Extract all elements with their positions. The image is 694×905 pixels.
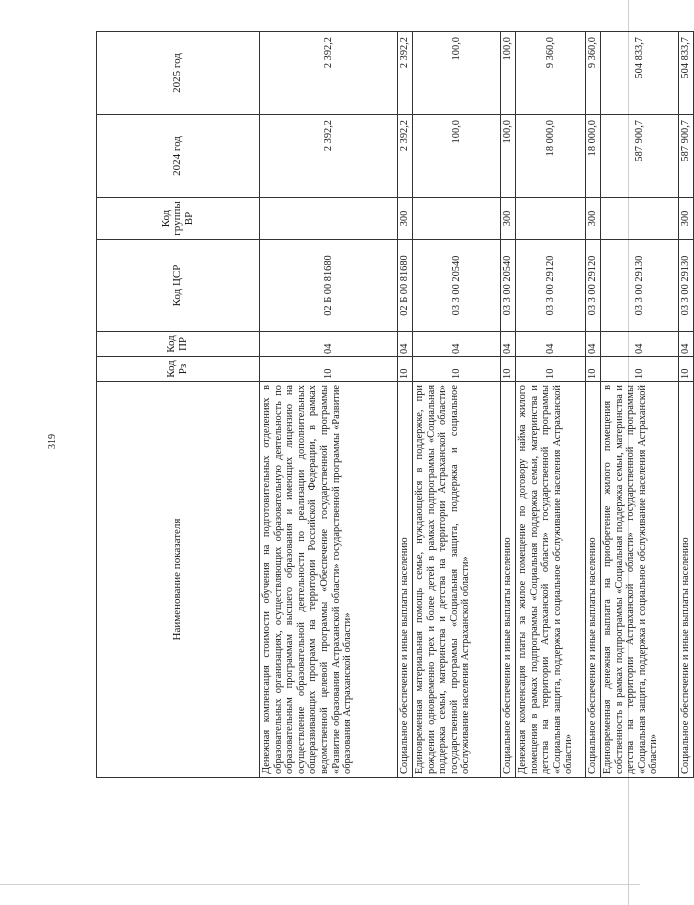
cell-y2025: 9 360,0 [586,32,601,115]
cell-vr: 300 [398,198,413,240]
cell-pr: 04 [516,332,586,357]
cell-rz: 10 [398,357,413,382]
cell-pr: 04 [413,332,501,357]
cell-vr [260,198,398,240]
cell-vr: 300 [679,198,694,240]
cell-rz: 10 [516,357,586,382]
header-row [97,32,260,778]
cell-csr: 02 Б 00 81680 [398,240,413,332]
cell-y2024: 18 000,0 [516,115,586,198]
bottom-line [0,884,640,885]
budget-table [96,31,694,778]
cell-y2025: 2 392,2 [260,32,398,115]
header-2025: 2025 год [97,32,260,115]
cell-vr [413,198,501,240]
table-row [501,32,516,778]
header-csr: Код ЦСР [97,240,260,332]
cell-name: Денежная компенсация платы за жилое помещение по договору найма жилого помещения в рамках подпрограммы «Социальная поддержка семьи, материнства и детства на территории Астраханской области» государственной программы «Социальная защита, поддержка и социальное обслуживание населения Астраханской области» [516,382,586,778]
cell-rz: 10 [501,357,516,382]
cell-rz: 10 [413,357,501,382]
cell-pr: 04 [679,332,694,357]
cell-y2025: 9 360,0 [516,32,586,115]
cell-vr [601,198,679,240]
cell-y2025: 504 833,7 [679,32,694,115]
header-2024: 2024 год [97,115,260,198]
cell-y2024: 100,0 [413,115,501,198]
cell-rz: 10 [679,357,694,382]
cell-name: Денежная компенсация стоимости обучения на подготовительных отделениях в образовательных организациях, осуществляющих образовательную деятельность по образовательным программам высшего образования и имеющих лицензию на осуществление образовательной деятельности по реализации дополнительных общеразвивающих программ на территории Российской Федерации, в рамках ведомственной целевой программы «Обеспечение государственной программы «Развитие образования Астраханской области» государственной программы «Развитие образования Астраханской области» [260,382,398,778]
cell-y2025: 504 833,7 [601,32,679,115]
cell-name: Единовременная материальная помощь семье, нуждающейся в поддержке, при рождении одновременно трех и более детей в рамках подпрограммы «Социальная поддержка семьи, материнства и детства на территории Астраханской области» государственной программы «Социальная защита, поддержка и социальное обслуживание населения Астраханской области» [413,382,501,778]
table-row [601,32,679,778]
cell-name: Социальное обеспечение и иные выплаты населению [398,382,413,778]
table-row [516,32,586,778]
cell-vr: 300 [501,198,516,240]
cell-name: Социальное обеспечение и иные выплаты населению [679,382,694,778]
budget-table-rotated [96,32,692,778]
cell-csr: 03 3 00 29120 [516,240,586,332]
cell-pr: 04 [398,332,413,357]
cell-name: Единовременная денежная выплата на приобретение жилого помещения в собственность в рамках подпрограммы «Социальная поддержка семьи, материнства и детства на территории Астраханской области» государственной программы «Социальная защита, поддержка и социальное обслуживание населения Астраханской области» [601,382,679,778]
cell-pr: 04 [586,332,601,357]
cell-name: Социальное обеспечение и иные выплаты населению [586,382,601,778]
page-number: 319 [47,434,58,449]
cell-rz: 10 [601,357,679,382]
header-name: Наименование показателя [97,382,260,778]
cell-y2025: 100,0 [413,32,501,115]
header-vr: Код группы ВР [97,198,260,240]
cell-y2024: 587 900,7 [679,115,694,198]
header-pr: Код ПР [97,332,260,357]
cell-vr [516,198,586,240]
cell-csr: 02 Б 00 81680 [260,240,398,332]
cell-y2025: 2 392,2 [398,32,413,115]
cell-y2024: 2 392,2 [260,115,398,198]
cell-csr: 03 3 00 29130 [679,240,694,332]
cell-y2024: 100,0 [501,115,516,198]
cell-pr: 04 [260,332,398,357]
cell-rz: 10 [586,357,601,382]
cell-y2024: 2 392,2 [398,115,413,198]
cell-csr: 03 3 00 20540 [501,240,516,332]
cell-csr: 03 3 00 29130 [601,240,679,332]
header-rz: Код Рз [97,357,260,382]
cell-y2024: 18 000,0 [586,115,601,198]
cell-name: Социальное обеспечение и иные выплаты населению [501,382,516,778]
cell-pr: 04 [601,332,679,357]
cell-pr: 04 [501,332,516,357]
cell-y2024: 587 900,7 [601,115,679,198]
cell-y2025: 100,0 [501,32,516,115]
table-row [260,32,398,778]
table-row [413,32,501,778]
table-row [398,32,413,778]
cell-rz: 10 [260,357,398,382]
cell-csr: 03 3 00 29120 [586,240,601,332]
cell-csr: 03 3 00 20540 [413,240,501,332]
table-row [586,32,601,778]
table-row [679,32,694,778]
cell-vr: 300 [586,198,601,240]
